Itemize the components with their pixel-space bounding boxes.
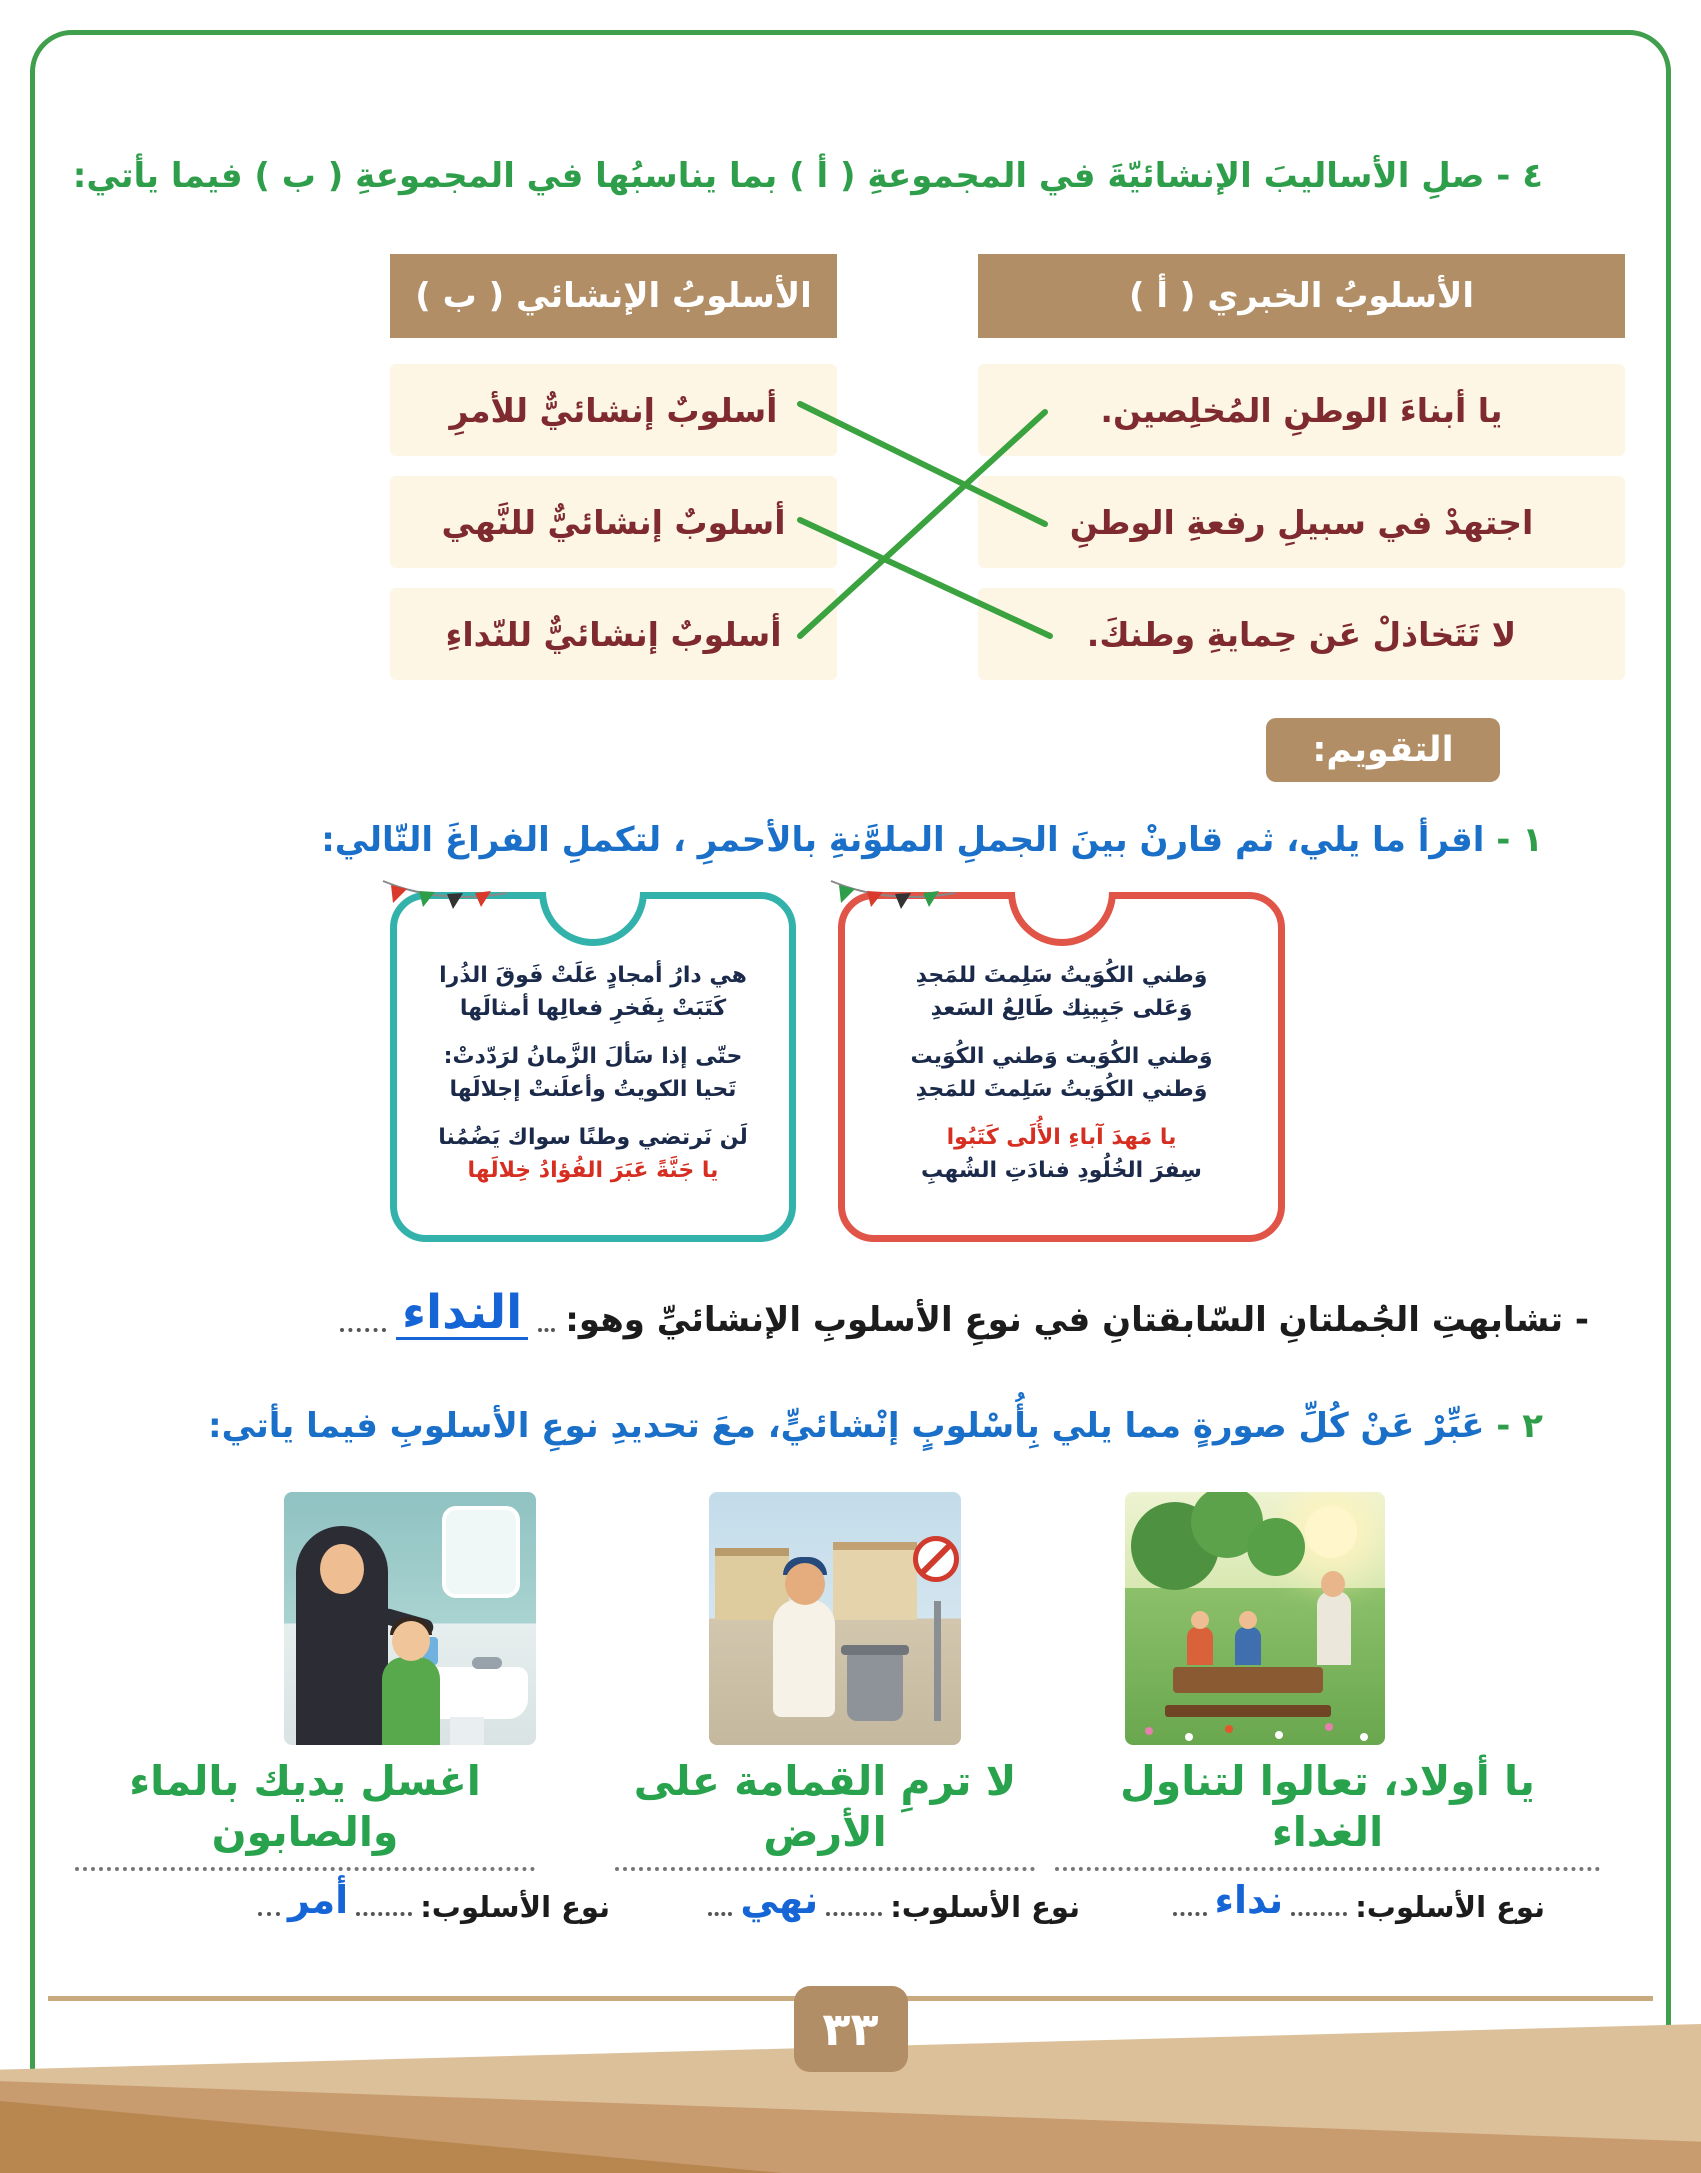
flowers-shape bbox=[1145, 1727, 1153, 1735]
poem-stanza bbox=[857, 1121, 1266, 1187]
faucet-shape bbox=[472, 1657, 502, 1669]
boy-figure bbox=[773, 1599, 835, 1717]
tree-shape bbox=[1247, 1518, 1305, 1576]
poem-stanza bbox=[857, 959, 1266, 1025]
picture-answer-littering bbox=[615, 1756, 1035, 1871]
mother-figure bbox=[1317, 1591, 1351, 1665]
mother-face-shape bbox=[1321, 1571, 1345, 1597]
child-figure bbox=[1235, 1627, 1261, 1665]
conclusion-prompt: - تشابهتِ الجُملتانِ السّابقتانِ في نوعِ الأسلوبِ الإنشائيِّ وهو: bbox=[565, 1300, 1589, 1341]
exercise4-title-text: صلِ الأساليبَ الإنشائيّةَ في المجموعةِ ( أ ) بما يناسبُها في المجموعةِ ( ب ) فيما يأتي: bbox=[72, 156, 1485, 196]
sign-pole-shape bbox=[934, 1601, 941, 1721]
building-shape bbox=[833, 1542, 917, 1620]
style-type-field-picnic bbox=[1165, 1878, 1545, 1924]
bunting-flags-icon bbox=[381, 875, 511, 930]
type-label: نوع الأسلوب: bbox=[890, 1890, 1080, 1924]
bunting-flags-icon bbox=[829, 875, 959, 930]
group-b-item-1: أسلوبٌ إنشائيٌّ للأمرِ bbox=[390, 364, 837, 456]
dotted-blank bbox=[826, 1906, 882, 1916]
child-face-shape bbox=[392, 1621, 430, 1661]
group-b-header: الأسلوبُ الإنشائي ( ب ) bbox=[390, 254, 837, 338]
group-a-item-1: يا أبناءَ الوطنِ المُخلِصين. bbox=[978, 364, 1625, 456]
exercise2-number: ٢ - bbox=[1496, 1406, 1543, 1446]
handwritten-answer: يا أولاد، تعالوا لتناول الغداء bbox=[1055, 1756, 1600, 1871]
trash-bin-lid-shape bbox=[841, 1645, 909, 1655]
group-b-item-3: أسلوبٌ إنشائيٌّ للنّداءِ bbox=[390, 588, 837, 680]
anthem-card-red bbox=[838, 892, 1285, 1242]
boy-face-shape bbox=[785, 1563, 825, 1605]
mirror-shape bbox=[442, 1506, 520, 1598]
conclusion-line bbox=[330, 1285, 1589, 1341]
exercise1-title bbox=[120, 820, 1543, 860]
child-face-shape bbox=[1239, 1611, 1257, 1629]
group-a-header: الأسلوبُ الخبري ( أ ) bbox=[978, 254, 1625, 338]
group-b-item-2: أسلوبٌ إنشائيٌّ للنَّهي bbox=[390, 476, 837, 568]
poem-stanza bbox=[409, 1040, 777, 1106]
handwritten-type-answer: أمر bbox=[288, 1878, 349, 1922]
dotted-blank bbox=[1291, 1906, 1347, 1916]
poem-stanza bbox=[857, 1040, 1266, 1106]
exercise2-title bbox=[120, 1406, 1543, 1446]
anthem-card-teal bbox=[390, 892, 796, 1242]
poem-line-highlighted: يا مَهدَ آباءِ الأُلَى كَتَبُوا bbox=[946, 1125, 1177, 1150]
poem-line: تَحيا الكويتُ وأعلَنتْ إجلالَها bbox=[449, 1077, 737, 1102]
type-label: نوع الأسلوب: bbox=[1355, 1890, 1545, 1924]
page-number-badge: ٣٣ bbox=[794, 1986, 908, 2072]
anthem-poem bbox=[397, 899, 789, 1214]
sink-pedestal-shape bbox=[450, 1717, 484, 1745]
evaluation-heading: التقويم: bbox=[1266, 718, 1500, 782]
poem-line: وَطني الكُوَيتُ سَلِمتَ للمَجدِ bbox=[915, 963, 1208, 988]
poem-stanza bbox=[409, 1121, 777, 1187]
exercise4-number: ٤ - bbox=[1496, 156, 1543, 196]
no-littering-sign-icon bbox=[913, 1536, 959, 1582]
poem-stanza bbox=[409, 959, 777, 1025]
group-a-item-2: اجتهدْ في سبيلِ رفعةِ الوطنِ bbox=[978, 476, 1625, 568]
picture-answer-handwashing bbox=[75, 1756, 535, 1871]
poem-line: وَطني الكُوَيتُ سَلِمتَ للمَجدِ bbox=[915, 1077, 1208, 1102]
mother-face-shape bbox=[320, 1544, 364, 1594]
dotted-blank bbox=[356, 1906, 412, 1916]
dotted-blank bbox=[1173, 1906, 1207, 1916]
style-type-field-littering bbox=[700, 1878, 1080, 1924]
dotted-blank bbox=[258, 1906, 280, 1916]
sun-shape bbox=[1305, 1506, 1357, 1558]
family-picnic-image bbox=[1125, 1492, 1385, 1745]
poem-line: لَن نَرتضي وطنًا سواك يَضُمُنا bbox=[438, 1125, 748, 1150]
child-figure bbox=[1187, 1627, 1213, 1665]
handwritten-answer: لا ترمِ القمامة على الأرض bbox=[615, 1756, 1035, 1871]
poem-line: هي دارُ أمجادٍ عَلَتْ فَوقَ الذُرا bbox=[439, 963, 747, 988]
exercise4-title bbox=[72, 156, 1543, 196]
dotted-blank bbox=[538, 1320, 555, 1332]
exercise2-title-text: عَبِّرْ عَنْ كُلِّ صورةٍ مما يلي بِأُسْلوبٍ إنْشائيٍّ، معَ تحديدِ نوعِ الأسلوبِ فيما يأتي: bbox=[208, 1406, 1485, 1446]
poem-line: سِفرَ الخُلُودِ فنادَتِ الشُهبِ bbox=[921, 1158, 1202, 1183]
handwritten-type-answer: نداء bbox=[1214, 1878, 1284, 1922]
handwritten-answer: اغسل يديك بالماء والصابون bbox=[75, 1756, 535, 1871]
poem-line: حتّى إذا سَألَ الزَّمانُ لرَدّدتْ: bbox=[443, 1044, 743, 1069]
style-type-field-handwashing bbox=[250, 1878, 610, 1924]
handwashing-image bbox=[284, 1492, 536, 1745]
conclusion-answer: النداء bbox=[396, 1288, 528, 1340]
no-littering-image bbox=[709, 1492, 961, 1745]
bench-shape bbox=[1165, 1705, 1331, 1717]
exercise1-number: ١ - bbox=[1496, 820, 1543, 860]
exercise1-title-text: اقرأ ما يلي، ثم قارنْ بينَ الجملِ الملوَّنةِ بالأحمرِ ، لتكملِ الفراغَ التّالي: bbox=[321, 820, 1485, 860]
child-figure bbox=[382, 1657, 440, 1745]
dotted-blank bbox=[708, 1906, 732, 1916]
dotted-blank bbox=[340, 1320, 386, 1332]
poem-line: كَتَبَتْ بِفَخرِ فعالِها أمثالَها bbox=[459, 996, 727, 1021]
trash-bin-shape bbox=[847, 1653, 903, 1721]
child-face-shape bbox=[1191, 1611, 1209, 1629]
type-label: نوع الأسلوب: bbox=[420, 1890, 610, 1924]
picture-answer-picnic bbox=[1055, 1756, 1600, 1871]
poem-line-highlighted: يا جَنَّةً عَبَرَ الفُؤادُ خِلالَها bbox=[467, 1158, 719, 1183]
poem-line: وَعَلى جَبِينِك طَالِعُ السَعدِ bbox=[930, 996, 1193, 1021]
handwritten-type-answer: نهي bbox=[740, 1878, 819, 1922]
anthem-poem bbox=[845, 899, 1278, 1214]
picnic-table-shape bbox=[1173, 1667, 1323, 1693]
group-a-item-3: لا تَتَخاذلْ عَن حِمايةِ وطنكَ. bbox=[978, 588, 1625, 680]
poem-line: وَطني الكُوَيت وَطني الكُوَيت bbox=[910, 1044, 1213, 1069]
